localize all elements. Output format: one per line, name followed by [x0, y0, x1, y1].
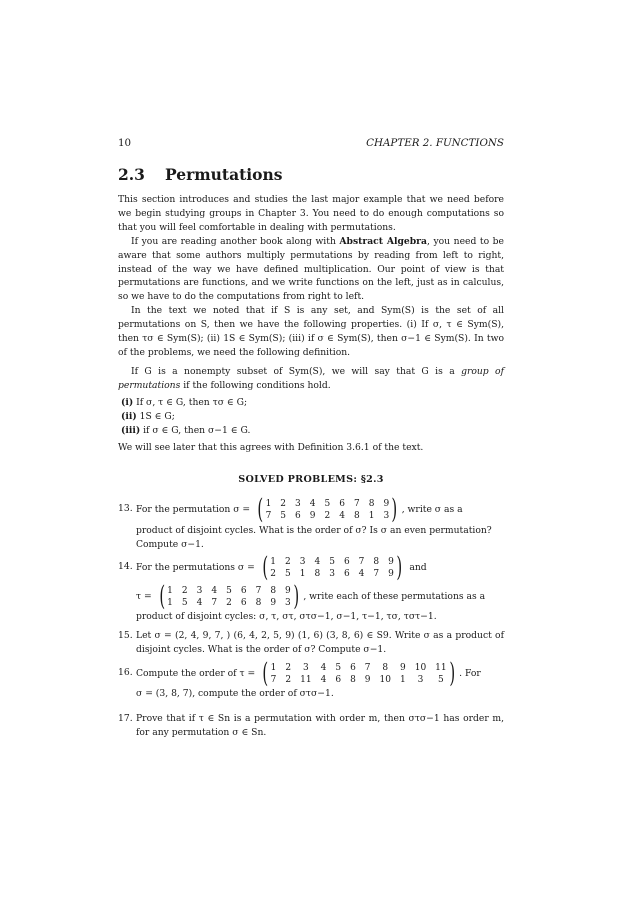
page-number: 10	[118, 137, 132, 149]
matrix-top-entry: 8	[270, 585, 277, 596]
problem-15: 15. Let σ = (2, 4, 9, 7, ) (6, 4, 2, 5, 9) (1, 6) (3, 8, 6) ∈ S9. Write σ as a product of disjoint cycles. What is the order of σ? Compute σ−1.	[118, 630, 504, 655]
matrix-grid	[266, 498, 390, 522]
matrix-top-entry: 9	[399, 662, 406, 673]
matrix-top-entry: 9	[383, 498, 390, 509]
matrix-grid	[270, 556, 394, 580]
closing-remark: We will see later that this agrees with Definition 3.6.1 of the text.	[118, 442, 424, 454]
matrix-bottom-entry: 2	[270, 568, 276, 579]
matrix-top-entry: 2	[285, 556, 291, 567]
problem-number: 16.	[118, 667, 133, 678]
condition-item: (iii) if σ ∈ G, then σ−1 ∈ G.	[121, 424, 251, 436]
problem-number: 14.	[118, 561, 133, 572]
matrix-bottom-entry: 4	[320, 674, 327, 685]
matrix-bottom-entry: 4	[196, 597, 203, 608]
tau-matrix: ( 1 2 3 4 5 6 7 8 9 10 11 7 2 11 4 6 8 9 10 1 3 5 )	[262, 658, 455, 689]
matrix-bottom-entry: 3	[285, 597, 291, 608]
matrix-top-entry: 9	[388, 556, 394, 567]
matrix-top-entry: 1	[270, 662, 277, 673]
problem-13: 13. For the permutation σ = ( 1 2 3 4 5 6 7 8 9 7 5 6 9 2 4 8 1 3 ) , write σ as a product of disjoint cycles. What is the order of σ? Is σ an even permutation? Compute σ−1.	[118, 494, 492, 550]
matrix-bottom-entry: 6	[240, 597, 247, 608]
book-title: Abstract Algebra	[339, 235, 427, 247]
matrix-bottom-entry: 1	[299, 568, 306, 579]
matrix-bottom-entry: 9	[270, 597, 277, 608]
matrix-top-entry: 7	[353, 498, 360, 509]
matrix-top-entry: 9	[285, 585, 291, 596]
matrix-top-entry: 1	[270, 556, 276, 567]
section-heading	[118, 165, 283, 184]
matrix-bottom-entry: 6	[295, 510, 301, 521]
matrix-bottom-entry: 3	[417, 674, 424, 685]
problem-number: 15.	[118, 630, 133, 641]
matrix-grid	[167, 585, 291, 609]
matrix-top-entry: 3	[295, 498, 301, 509]
matrix-bottom-entry: 7	[211, 597, 218, 608]
matrix-top-entry: 7	[255, 585, 262, 596]
matrix-bottom-entry: 5	[280, 510, 287, 521]
matrix-top-entry: 7	[358, 556, 365, 567]
matrix-bottom-entry: 1	[399, 674, 406, 685]
matrix-bottom-entry: 9	[309, 510, 316, 521]
matrix-bottom-entry: 3	[329, 568, 335, 579]
sigma-matrix: ( 1 2 3 4 5 6 7 8 9 2 5 1 8 3 6 4 7 9 )	[262, 552, 403, 583]
matrix-top-entry: 7	[364, 662, 371, 673]
problem-number: 17.	[118, 713, 133, 724]
matrix-bottom-entry: 2	[324, 510, 331, 521]
matrix-top-entry: 1	[167, 585, 173, 596]
matrix-bottom-entry: 7	[265, 510, 272, 521]
condition-item: (i) If σ, τ ∈ G, then τσ ∈ G;	[121, 396, 248, 408]
matrix-top-entry: 6	[240, 585, 247, 596]
matrix-bottom-entry: 8	[353, 510, 360, 521]
tau-matrix: ( 1 2 3 4 5 6 7 8 9 1 5 4 7 2 6 8 9 3 )	[158, 581, 299, 612]
matrix-bottom-entry: 5	[181, 597, 188, 608]
defined-term: group of permutations	[118, 365, 504, 391]
definition-conditions	[118, 396, 504, 438]
running-header	[118, 137, 504, 149]
matrix-top-entry: 3	[303, 662, 309, 673]
matrix-top-entry: 2	[181, 585, 188, 596]
matrix-top-entry: 6	[350, 662, 356, 673]
matrix-bottom-entry: 4	[358, 568, 365, 579]
matrix-top-entry: 1	[265, 498, 272, 509]
intro-paragraph-1: This section introduces and studies the last major example that we need before we begin studying groups in Chapter 3. You need to do enough computations so that you will feel comfortable in dealing with permutations.	[118, 194, 504, 233]
matrix-grid	[271, 662, 447, 686]
matrix-top-entry: 4	[314, 556, 321, 567]
matrix-top-entry: 2	[285, 662, 292, 673]
condition-item: (ii) 1S ∈ G;	[121, 410, 175, 422]
matrix-bottom-entry: 8	[350, 674, 356, 685]
matrix-bottom-entry: 6	[335, 674, 342, 685]
chapter-title: CHAPTER 2. FUNCTIONS	[366, 137, 504, 149]
section-number: 2.3	[118, 165, 145, 184]
matrix-bottom-entry: 8	[255, 597, 262, 608]
intro-text	[118, 193, 504, 455]
matrix-bottom-entry: 11	[300, 674, 312, 685]
matrix-top-entry: 8	[368, 498, 375, 509]
matrix-bottom-entry: 10	[379, 674, 391, 685]
matrix-bottom-entry: 8	[314, 568, 321, 579]
matrix-top-entry: 4	[320, 662, 327, 673]
matrix-bottom-entry: 7	[373, 568, 380, 579]
matrix-top-entry: 6	[339, 498, 345, 509]
matrix-top-entry: 10	[414, 662, 427, 673]
problem-14: 14. For the permutations σ = ( 1 2 3 4 5 6 7 8 9 2 5 1 8 3 6 4 7 9 ) and τ = ( 1 2 3 4 5 6 7 8 9 1 5 4 7 2 6 8 9 3 ) , write each of these permutations as a product of disjoint cycles: σ, τ, στ, στσ−1, σ−1, τ−1, τσ, τστ−1.	[118, 552, 486, 622]
matrix-bottom-entry: 2	[226, 597, 232, 608]
matrix-bottom-entry: 9	[364, 674, 371, 685]
matrix-top-entry: 3	[299, 556, 306, 567]
matrix-bottom-entry: 6	[343, 568, 350, 579]
problem-16: 16. Compute the order of τ = ( 1 2 3 4 5 6 7 8 9 10 11 7 2 11 4 6 8 9 10 1 3 5 ) . For σ = (3, 8, 7), compute the order of στσ−1.	[118, 658, 481, 699]
matrix-top-entry: 11	[435, 662, 447, 673]
matrix-bottom-entry: 3	[383, 510, 390, 521]
problem-number: 13.	[118, 503, 133, 514]
intro-paragraph-2: If you are reading another book along with Abstract Algebra, you need to be aware that some authors multiply permutations by reading from left to right, instead of the way we have defined multiplication. Our point of view is that permutations are functions, and we write functions on the left, just as in calculus, so we have to do the computations from right to left.	[118, 235, 504, 303]
matrix-bottom-entry: 9	[388, 568, 394, 579]
section-title: Permutations	[164, 165, 283, 184]
matrix-top-entry: 5	[335, 662, 342, 673]
solved-problems-heading: SOLVED PROBLEMS: §2.3	[238, 474, 384, 485]
matrix-bottom-entry: 5	[438, 674, 444, 685]
intro-paragraph-3: In the text we noted that if S is any set, and Sym(S) is the set of all permutations on S, then we have the following properties. (i) If σ, τ ∈ Sym(S), then τσ ∈ Sym(S); (ii) 1S ∈ Sym(S); (iii) if σ ∈ Sym(S), then σ−1 ∈ Sym(S). In two of the problems, we need the following definition.	[118, 305, 504, 358]
matrix-top-entry: 3	[196, 585, 203, 596]
definition-paragraph: If G is a nonempty subset of Sym(S), we will say that G is a group of permutations if the following conditions hold.	[118, 365, 504, 391]
matrix-top-entry: 8	[382, 662, 389, 673]
permutation-matrix: ( 1 2 3 4 5 6 7 8 9 7 5 6 9 2 4 8 1 3 )	[257, 494, 398, 525]
matrix-top-entry: 8	[373, 556, 380, 567]
matrix-bottom-entry: 7	[270, 674, 277, 685]
matrix-top-entry: 4	[309, 498, 316, 509]
matrix-top-entry: 5	[226, 585, 232, 596]
matrix-top-entry: 4	[211, 585, 218, 596]
matrix-top-entry: 6	[343, 556, 350, 567]
matrix-bottom-entry: 5	[285, 568, 291, 579]
matrix-top-entry: 5	[324, 498, 331, 509]
problem-17: 17. Prove that if τ ∈ Sn is a permutation with order m, then στσ−1 has order m, for any permutation σ ∈ Sn.	[118, 713, 504, 738]
matrix-bottom-entry: 2	[285, 674, 292, 685]
matrix-top-entry: 2	[280, 498, 287, 509]
matrix-bottom-entry: 1	[368, 510, 375, 521]
matrix-bottom-entry: 1	[167, 597, 173, 608]
matrix-top-entry: 5	[329, 556, 335, 567]
matrix-bottom-entry: 4	[339, 510, 345, 521]
